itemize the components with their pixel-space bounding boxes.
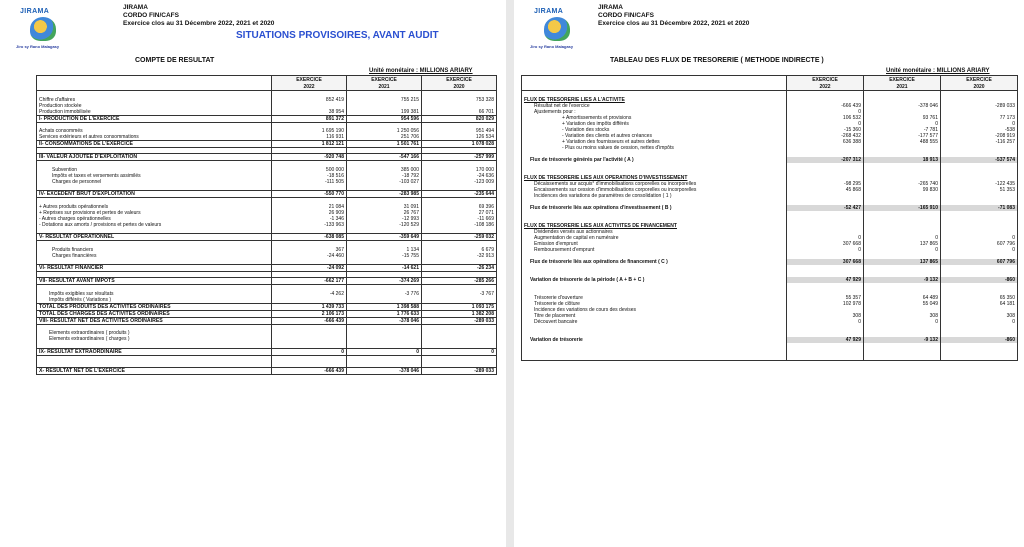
row-label: III- VALEUR AJOUTEE D'EXPLOITATION xyxy=(37,154,272,161)
value-2020: 753 328 xyxy=(422,97,497,103)
row-label: - Variation des clients et autres créances xyxy=(522,133,787,139)
entity-name: CORDO FIN/CAFS xyxy=(598,12,654,19)
column-header-year: 2021 xyxy=(896,83,908,90)
row-label: Production stockée xyxy=(37,103,272,109)
row-label: VII- RESULTAT AVANT IMPOTS xyxy=(37,278,272,285)
row-label: Flux de trésorerie générés par l'activité ( A ) xyxy=(522,157,787,163)
row-label: Charges financières xyxy=(37,253,272,259)
org-name: JIRAMA xyxy=(598,4,623,11)
value-2021: -165 910 xyxy=(864,205,941,211)
value-2020: 170 000 xyxy=(422,167,497,173)
value-2020: 0 xyxy=(941,319,1018,325)
value-2022: 367 xyxy=(272,247,347,253)
value-2022: -207 312 xyxy=(787,157,864,163)
value-2022: -52 427 xyxy=(787,205,864,211)
value-2021: 26 767 xyxy=(347,210,422,216)
column-header-label: EXERCICE xyxy=(296,77,322,83)
value-2021: 137 865 xyxy=(864,241,941,247)
row-label: - Plus ou moins values de cession, nettes d'impôts xyxy=(522,145,787,151)
value-2022: -4 262 xyxy=(272,291,347,297)
column-header xyxy=(347,76,422,91)
value-2021: -3 776 xyxy=(347,291,422,297)
value-2020: -11 669 xyxy=(422,216,497,222)
row-label: Achats consommés xyxy=(37,128,272,134)
total-row xyxy=(37,317,497,324)
row-label: Variation de trésorerie de la période ( A + B + C ) xyxy=(522,277,787,283)
value-2021: -283 985 xyxy=(347,191,422,198)
row-label: Dividendes versés aux actionnaires xyxy=(522,229,787,235)
value-2020: 64 181 xyxy=(941,301,1018,307)
value-2021: -378 046 xyxy=(864,103,941,109)
value-2022: 1 812 121 xyxy=(272,141,347,148)
value-2020: 65 350 xyxy=(941,295,1018,301)
value-2020: 69 396 xyxy=(422,204,497,210)
value-2020: 951 494 xyxy=(422,128,497,134)
value-2020: -259 032 xyxy=(422,234,497,241)
row-label: IX- RESULTAT EXTRAORDINAIRE xyxy=(37,348,272,355)
total-row xyxy=(37,367,497,374)
row-label: Elements extraordinaires ( produits ) xyxy=(37,330,272,336)
value-2022: 852 419 xyxy=(272,97,347,103)
row-label: Titre de placement xyxy=(522,313,787,319)
row-label: Trésorerie de clôture xyxy=(522,301,787,307)
row-label: Flux de trésorerie liés aux opérations d'investissement ( B ) xyxy=(522,205,787,211)
value-2021: -547 166 xyxy=(347,154,422,161)
row-label: X- RESULTAT NET DE L'EXERCICE xyxy=(37,367,272,374)
value-2022: -920 748 xyxy=(272,154,347,161)
value-2022: -24 460 xyxy=(272,253,347,259)
value-2022: 0 xyxy=(272,348,347,355)
value-2020: -32 913 xyxy=(422,253,497,259)
value-2020: -860 xyxy=(941,337,1018,343)
page-gutter xyxy=(506,0,514,547)
value-2021: 1 250 056 xyxy=(347,128,422,134)
row-label: - Dotations aux amorts / provisions et pertes de valeurs xyxy=(37,222,272,228)
value-2020: 0 xyxy=(941,235,1018,241)
row-label: Incidence des variations de cours des devises xyxy=(522,307,787,313)
value-2020: 0 xyxy=(941,247,1018,253)
value-2022: 116 931 xyxy=(272,134,347,141)
value-2020: 51 353 xyxy=(941,187,1018,193)
value-2022: -15 360 xyxy=(787,127,864,133)
spacer-cell xyxy=(787,355,864,361)
value-2020: 820 029 xyxy=(422,115,497,122)
column-header-row xyxy=(37,76,497,91)
value-2021: 308 xyxy=(864,313,941,319)
logo-tagline: Jiro sy Rano Malagasy xyxy=(530,44,574,49)
currency-unit: Unité monétaire : MILLIONS ARIARY xyxy=(886,68,990,74)
row-label: + Variation des fournisseurs et autres dettes xyxy=(522,139,787,145)
total-row xyxy=(37,234,497,241)
value-2021: -378 046 xyxy=(347,317,422,324)
row-label: Découvert bancaire xyxy=(522,319,787,325)
row-label: - Autres charges opérationnelles xyxy=(37,216,272,222)
value-2021: -9 132 xyxy=(864,337,941,343)
value-2021: -9 132 xyxy=(864,277,941,283)
row-label: Impôts et taxes et versements assimilés xyxy=(37,173,272,179)
total-row xyxy=(37,115,497,122)
row-label: + Amortissements et provisions xyxy=(522,115,787,121)
column-header-label: EXERCICE xyxy=(812,77,838,83)
spacer-cell xyxy=(941,355,1018,361)
logo-word: JIRAMA xyxy=(534,8,564,15)
value-2021: 1 398 588 xyxy=(347,303,422,310)
value-2020: 6 679 xyxy=(422,247,497,253)
row-label: TOTAL DES PRODUITS DES ACTIVITES ORDINAIRES xyxy=(37,303,272,310)
value-2022: 0 xyxy=(787,247,864,253)
value-2021: -7 781 xyxy=(864,127,941,133)
logo-tagline: Jiro sy Rano Malagasy xyxy=(16,44,60,49)
value-2020: 607 796 xyxy=(941,259,1018,265)
value-2021: 18 913 xyxy=(864,157,941,163)
value-2020: -538 xyxy=(941,127,1018,133)
value-2021: 488 555 xyxy=(864,139,941,145)
row-label: + Autres produits opérationnels xyxy=(37,204,272,210)
value-2020: 27 071 xyxy=(422,210,497,216)
period-line: Exercice clos au 31 Décembre 2022, 2021 et 2020 xyxy=(123,20,275,27)
row-label: + Variation des impôts différés xyxy=(522,121,787,127)
org-name: JIRAMA xyxy=(123,4,148,11)
total-row xyxy=(37,191,497,198)
column-header xyxy=(787,76,864,91)
value-2020: -208 919 xyxy=(941,133,1018,139)
document-header xyxy=(598,4,749,28)
column-header-year: 2020 xyxy=(973,83,985,90)
value-2022: -111 505 xyxy=(272,179,347,185)
total-row xyxy=(37,303,497,310)
value-2022: -24 092 xyxy=(272,265,347,272)
row-label: + Reprises sur provisions et pertes de valeurs xyxy=(37,210,272,216)
value-2020: 1 093 175 xyxy=(422,303,497,310)
section-heading: FLUX DE TRESORERIE LIES A L'ACTIVITE xyxy=(522,97,787,103)
value-2022: -662 177 xyxy=(272,278,347,285)
value-2022: 102 978 xyxy=(787,301,864,307)
value-2021: 0 xyxy=(864,319,941,325)
value-2022: 308 xyxy=(787,313,864,319)
value-2022: 47 929 xyxy=(787,277,864,283)
value-2020: -116 257 xyxy=(941,139,1018,145)
row-label: Décaissements sur acquis° d'immobilisations corporelles ou incorporelles xyxy=(522,181,787,187)
value-2021: 954 596 xyxy=(347,115,422,122)
value-2021: -374 269 xyxy=(347,278,422,285)
total-row xyxy=(37,348,497,355)
value-2021: 1 501 761 xyxy=(347,141,422,148)
income-statement-page xyxy=(0,0,506,547)
value-2020: -26 234 xyxy=(422,265,497,272)
row-label: Impôts différés ( Variations ) xyxy=(37,297,272,304)
logo-word: JIRAMA xyxy=(20,8,50,15)
row-label: Incidences des variations de paramètres de consolidation ( 1 ) xyxy=(522,193,787,199)
value-2021: 0 xyxy=(864,235,941,241)
value-2022: -18 516 xyxy=(272,173,347,179)
row-label: - Variation des stocks xyxy=(522,127,787,133)
column-header-label: EXERCICE xyxy=(889,77,915,83)
total-row xyxy=(37,278,497,285)
total-row xyxy=(37,141,497,148)
value-2020: 0 xyxy=(941,121,1018,127)
value-2020: -123 009 xyxy=(422,179,497,185)
value-2020: -71 083 xyxy=(941,205,1018,211)
column-header-year: 2020 xyxy=(453,83,465,90)
value-2021: 93 761 xyxy=(864,115,941,121)
value-2021: 251 706 xyxy=(347,134,422,141)
row-label: Remboursement d'emprunt xyxy=(522,247,787,253)
row-label: Elements extraordinaires ( charges ) xyxy=(37,336,272,342)
row-label: Variation de trésorerie xyxy=(522,337,787,343)
value-2020: 0 xyxy=(422,348,497,355)
value-2022: 0 xyxy=(787,235,864,241)
value-2020: -235 644 xyxy=(422,191,497,198)
document-header xyxy=(123,4,274,28)
value-2021: 0 xyxy=(864,247,941,253)
value-2020: -289 033 xyxy=(422,367,497,374)
section-heading: FLUX DE TRESORERIE LIES AUX OPERATIONS D'INVESTISSEMENT xyxy=(522,175,787,181)
value-2022: 891 372 xyxy=(272,115,347,122)
value-2020: 607 796 xyxy=(941,241,1018,247)
value-2022: 307 668 xyxy=(787,259,864,265)
row-label: Augmentation de capital en numéraire xyxy=(522,235,787,241)
spacer-row xyxy=(522,355,1018,361)
row-label: Charges de personnel xyxy=(37,179,272,185)
row-label: Emission d'emprunt xyxy=(522,241,787,247)
value-2022: 1 439 733 xyxy=(272,303,347,310)
value-2022: -666 439 xyxy=(272,367,347,374)
row-label: Impôts exigibles sur résultats xyxy=(37,291,272,297)
value-2022: 636 388 xyxy=(787,139,864,145)
value-2021: -378 046 xyxy=(347,367,422,374)
value-2020: 1 078 028 xyxy=(422,141,497,148)
column-header-year: 2021 xyxy=(378,83,390,90)
column-header-label: EXERCICE xyxy=(371,77,397,83)
value-2021: -120 529 xyxy=(347,222,422,228)
value-2021: -177 577 xyxy=(864,133,941,139)
income-statement-table xyxy=(36,75,497,375)
value-2022: -638 085 xyxy=(272,234,347,241)
value-2021: 1 776 633 xyxy=(347,310,422,317)
total-row xyxy=(37,310,497,317)
value-2022: 0 xyxy=(787,319,864,325)
row-label: VIII- RESULTAT NET DES ACTIVITES ORDINAIRES xyxy=(37,317,272,324)
value-2020: -24 636 xyxy=(422,173,497,179)
column-header-description xyxy=(37,76,272,91)
value-2022: 0 xyxy=(787,121,864,127)
value-2020: 66 701 xyxy=(422,109,497,116)
column-header xyxy=(422,76,497,91)
value-2022: 26 909 xyxy=(272,210,347,216)
value-2021: 755 215 xyxy=(347,97,422,103)
logo-mark-icon xyxy=(544,17,570,41)
value-2021: -18 792 xyxy=(347,173,422,179)
currency-unit: Unité monétaire : MILLIONS ARIARY xyxy=(369,68,473,74)
row-label: Trésorerie d'ouverture xyxy=(522,295,787,301)
value-2022: -550 770 xyxy=(272,191,347,198)
value-2022: -1 346 xyxy=(272,216,347,222)
value-2022: 38 954 xyxy=(272,109,347,116)
value-2021: 0 xyxy=(347,348,422,355)
row-label: Subvention xyxy=(37,167,272,173)
value-2022: 47 929 xyxy=(787,337,864,343)
value-2021: -14 621 xyxy=(347,265,422,272)
value-2020: -257 999 xyxy=(422,154,497,161)
row-label: VI- RESULTAT FINANCIER xyxy=(37,265,272,272)
value-2020: 77 173 xyxy=(941,115,1018,121)
value-2020: -289 033 xyxy=(422,317,497,324)
value-2022: -133 963 xyxy=(272,222,347,228)
value-2021: -12 993 xyxy=(347,216,422,222)
value-2022: 106 532 xyxy=(787,115,864,121)
value-2020: 1 382 208 xyxy=(422,310,497,317)
row-label: II- CONSOMMATIONS DE L'EXERCICE xyxy=(37,141,272,148)
value-2022: 0 xyxy=(787,109,864,115)
value-2021: 1 134 xyxy=(347,247,422,253)
value-2021: 55 049 xyxy=(864,301,941,307)
banner-title: SITUATIONS PROVISOIRES, AVANT AUDIT xyxy=(236,30,439,41)
column-header-year: 2022 xyxy=(303,83,315,90)
row-label: Services extérieurs et autres consommations xyxy=(37,134,272,141)
row-label: V- RESULTAT OPERATIONNEL xyxy=(37,234,272,241)
jirama-logo xyxy=(526,4,590,50)
value-2022: 1 695 190 xyxy=(272,128,347,134)
value-2022: 500 000 xyxy=(272,167,347,173)
value-2021: 64 489 xyxy=(864,295,941,301)
value-2020: 308 xyxy=(941,313,1018,319)
value-2022: 45 868 xyxy=(787,187,864,193)
total-row xyxy=(37,154,497,161)
value-2022: 2 106 173 xyxy=(272,310,347,317)
value-2022: -666 439 xyxy=(787,103,864,109)
value-2020: 126 534 xyxy=(422,134,497,141)
section-heading: FLUX DE TRESORERIE LIES AUX ACTIVITES DE FINANCEMENT xyxy=(522,223,787,229)
value-2020: -289 033 xyxy=(941,103,1018,109)
row-label: IV- EXCEDENT BRUT D'EXPLOITATION xyxy=(37,191,272,198)
column-header-row xyxy=(522,76,1018,91)
jirama-logo xyxy=(12,4,76,50)
total-row xyxy=(37,265,497,272)
value-2021: -103 027 xyxy=(347,179,422,185)
row-label: Produits financiers xyxy=(37,247,272,253)
section-title: COMPTE DE RESULTAT xyxy=(135,57,215,64)
column-header-label: EXERCICE xyxy=(966,77,992,83)
value-2022: -268 432 xyxy=(787,133,864,139)
column-header xyxy=(272,76,347,91)
spacer-cell xyxy=(864,355,941,361)
section-title: TABLEAU DES FLUX DE TRESORERIE ( METHODE INDIRECTE ) xyxy=(610,57,824,64)
column-header-year: 2022 xyxy=(819,83,831,90)
row-label: Flux de trésorerie liés aux opérations de financement ( C ) xyxy=(522,259,787,265)
value-2021: -359 649 xyxy=(347,234,422,241)
value-2021: -265 740 xyxy=(864,181,941,187)
value-2020: -537 574 xyxy=(941,157,1018,163)
row-label: Ajustements pour : xyxy=(522,109,787,115)
value-2021: 137 865 xyxy=(864,259,941,265)
row-label: Résultat net de l'exercice xyxy=(522,103,787,109)
entity-name: CORDO FIN/CAFS xyxy=(123,12,179,19)
value-2020: -3 767 xyxy=(422,291,497,297)
column-header-description xyxy=(522,76,787,91)
column-header xyxy=(941,76,1018,91)
value-2021: 385 000 xyxy=(347,167,422,173)
column-header xyxy=(864,76,941,91)
column-header-label: EXERCICE xyxy=(446,77,472,83)
value-2020: -860 xyxy=(941,277,1018,283)
value-2021: -15 755 xyxy=(347,253,422,259)
row-label: I- PRODUCTION DE L'EXERCICE xyxy=(37,115,272,122)
row-label: Production immobilisée xyxy=(37,109,272,116)
value-2022: 55 357 xyxy=(787,295,864,301)
value-2021: 199 381 xyxy=(347,109,422,116)
row-label: Chiffre d'affaires xyxy=(37,97,272,103)
cash-flow-page xyxy=(514,0,1024,547)
value-2022: -98 295 xyxy=(787,181,864,187)
cash-flow-table xyxy=(521,75,1018,361)
value-2021: 99 830 xyxy=(864,187,941,193)
value-2021: 31 091 xyxy=(347,204,422,210)
value-2022: -666 439 xyxy=(272,317,347,324)
value-2020: -108 186 xyxy=(422,222,497,228)
logo-mark-icon xyxy=(30,17,56,41)
value-2020: -285 266 xyxy=(422,278,497,285)
spacer-cell xyxy=(522,355,787,361)
row-label: Encaissements sur cession d'immobilisations corporelles ou incorporelles xyxy=(522,187,787,193)
row-label: TOTAL DES CHARGES DES ACTIVITES ORDINAIRES xyxy=(37,310,272,317)
value-2022: 21 084 xyxy=(272,204,347,210)
value-2022: 307 668 xyxy=(787,241,864,247)
value-2020: -122 435 xyxy=(941,181,1018,187)
period-line: Exercice clos au 31 Décembre 2022, 2021 et 2020 xyxy=(598,20,750,27)
value-2021: 0 xyxy=(864,121,941,127)
